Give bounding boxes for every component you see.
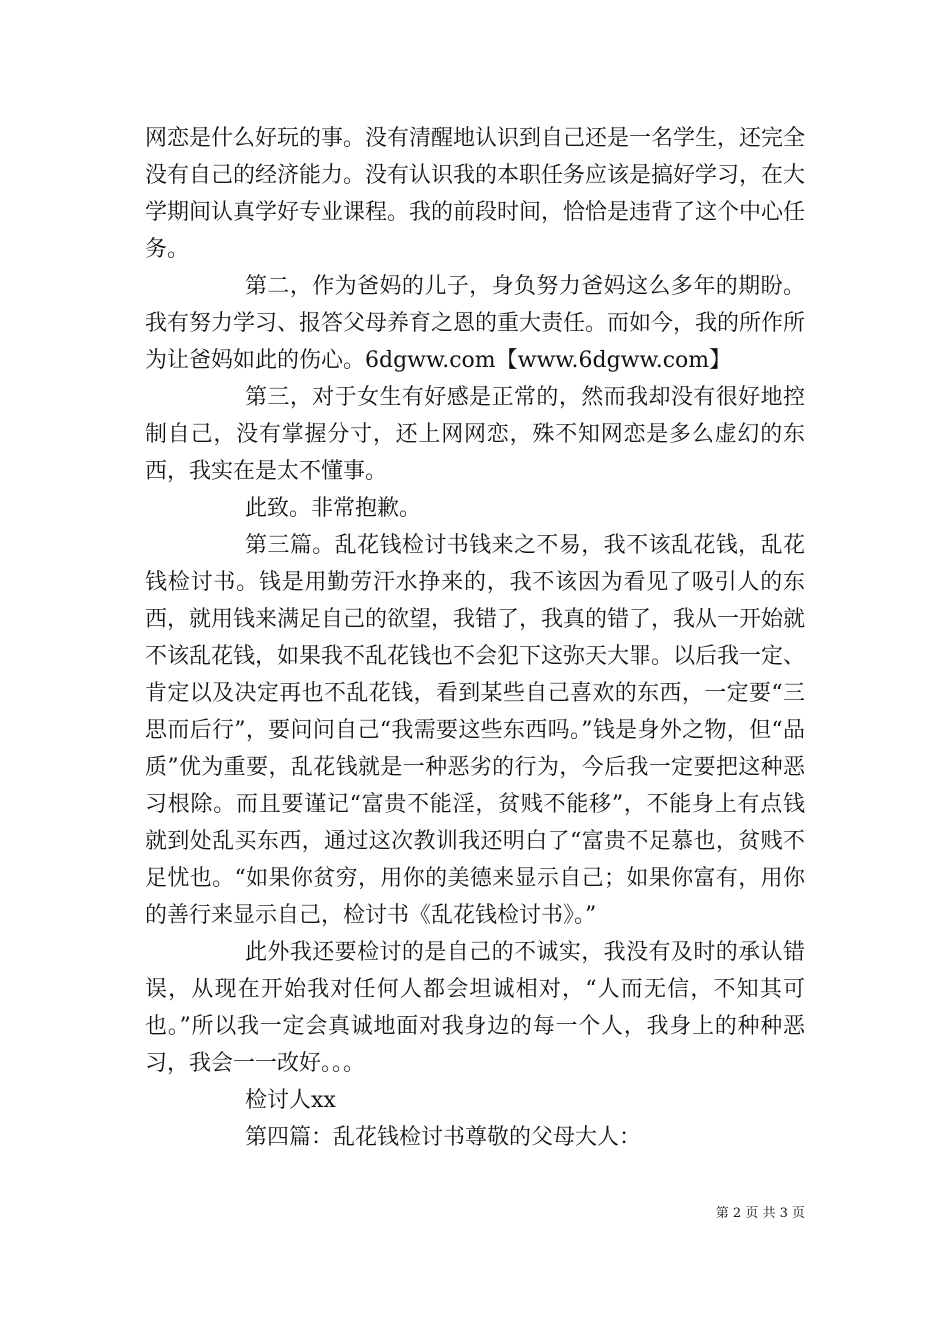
paragraph-3: 第三，对于女生有好感是正常的，然而我却没有很好地控制自己，没有掌握分寸，还上网网恋，殊不知网恋是多么虚幻的东西，我实在是太不懂事。 <box>145 385 805 484</box>
paragraph-6: 此外我还要检讨的是自己的不诚实，我没有及时的承认错误，从现在开始我对任何人都会坦诚相对，“人而无信，不知其可也。”所以我一定会真诚地面对我身边的每一个人，我身上的种种恶习，我会一一改好。。。 <box>145 940 805 1076</box>
paragraph-4: 此致。非常抱歉。 <box>245 496 422 521</box>
page-number-footer: 第 2 页 共 3 页 <box>715 1206 805 1221</box>
paragraph-1: 网恋是什么好玩的事。没有清醒地认识到自己还是一名学生，还完全没有自己的经济能力。没有认识我的本职任务应该是搞好学习，在大学期间认真学好专业课程。我的前段时间，恰恰是违背了这个中心任务。 <box>145 126 806 262</box>
paragraph-7: 检讨人xx <box>245 1088 336 1113</box>
paragraph-8: 第四篇：乱花钱检讨书尊敬的父母大人： <box>245 1125 642 1150</box>
paragraph-2: 第二，作为爸妈的儿子，身负努力爸妈这么多年的期盼。我有努力学习、报答父母养育之恩的重大责任。而如今，我的所作所为让爸妈如此的伤心。6dgww.com【www.6dgww.com】 <box>145 274 806 373</box>
paragraph-5: 第三篇。乱花钱检讨书钱来之不易，我不该乱花钱，乱花钱检讨书。钱是用勤劳汗水挣来的，我不该因为看见了吸引人的东西，就用钱来满足自己的欲望，我错了，我真的错了，我从一开始就不该乱花钱，如果我不乱花钱也不会犯下这弥天大罪。以后我一定、肯定以及决定再也不乱花钱，看到某些自己喜欢的东西，一定要“三思而后行”，要问问自己“我需要这些东西吗。”钱是身外之物，但“品质”优为重要，乱花钱就是一种恶劣的行为，今后我一定要把这种恶习根除。而且要谨记“富贵不能淫，贫贱不能移”，不能身上有点钱就到处乱买东西，通过这次教训我还明白了“富贵不足慕也，贫贱不足忧也。“如果你贫穷，用你的美德来显示自己；如果你富有，用你的善行来显示自己，检讨书《乱花钱检讨书》。” <box>145 533 806 928</box>
document-body <box>145 120 805 1156</box>
